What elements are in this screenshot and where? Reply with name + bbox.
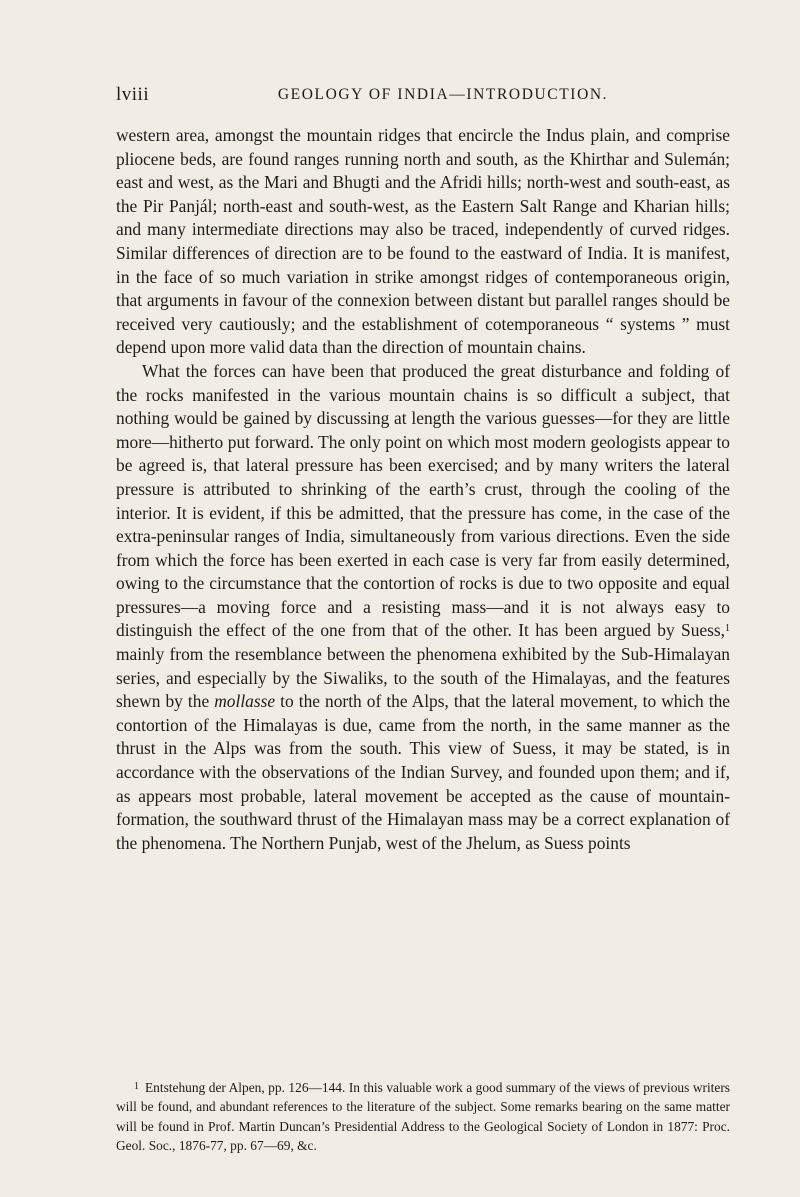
italic-term-mollasse: mollasse xyxy=(214,691,276,712)
running-title: GEOLOGY OF INDIA—INTRODUCTION. xyxy=(277,86,609,103)
footnote-reference: 1 xyxy=(725,623,730,635)
paragraph-forces-part-a: What the forces can have been that produced the great disturbance and folding of the rocks manifested in the various mountain chains is so difficult a subject, that nothing would be gained by discussing at length the various guesses—for they are little more—hitherto put forward. The only point on which most modern geologists appear to be agreed is, that lateral pressure has been exercised; and by many writers the lateral pressure is attributed to shrinking of the earth’s crust, through the cooling of the interior. It is evident, if this be admitted, that the pressure has come, in the case of the extra-peninsular ranges of India, simultaneously from various directions. Even the side from which the force has been exerted in each case is very far from easily determined, owing to the circumstance that the contortion of rocks is due to two opposite and equal pressures—a moving force and a resisting mass—and it is not always easy to distinguish the effect of the one from that of the other. It has been argued by Suess, xyxy=(116,360,730,641)
page-header xyxy=(116,84,730,112)
footnote-text: Entstehung der Alpen, pp. 126—144. In this valuable work a good summary of the views of previous writers will be found, and abundant references to the literature of the subject. Some remarks bearing on the same matter will be found in Prof. Martin Duncan’s Presidential Address to the Geological Society of London in 1877: Proc. Geol. Soc., 1876-77, pp. 67—69, &c. xyxy=(116,1080,730,1154)
footnote-mark: 1 xyxy=(134,1081,139,1092)
paragraph-forces-part-b: mainly from the resemblance between the phenomena exhibited by the Sub-Himalayan series, and especially by the Siwaliks, to the south of the Himalayas, and the features shewn by the xyxy=(116,644,730,712)
page-number: lviii xyxy=(116,84,150,105)
main-text xyxy=(116,124,730,855)
paragraph-forces-part-c: to the north of the Alps, that the lateral movement, to which the contortion of the Himalayas is due, came from the north, in the same manner as the thrust in the Alps was from the south. This view of Suess, it may be stated, is in accordance with the observations of the Indian Survey, and founded upon them; and if, as appears most probable, lateral movement be accepted as the cause of mountain-formation, the southward thrust of the Himalayan mass may be a correct explanation of the phenomena. The Northern Punjab, west of the Jhelum, as Suess points xyxy=(116,691,730,853)
footnote xyxy=(116,1077,730,1156)
footnotes xyxy=(116,1077,730,1156)
paragraph-forces xyxy=(116,360,730,855)
paragraph-continued: western area, amongst the mountain ridges that encircle the Indus plain, and comprise pliocene beds, are found ranges running north and south, as the Khirthar and Sulemán; east and west, as the Mari and Bhugti and the Afridi hills; north-west and south-east, as the Pir Panjál; north-east and south-west, as the Eastern Salt Range and Kharian hills; and many intermediate directions may also be traced, independently of curved ridges. Similar differences of direction are to be found to the eastward of India. It is manifest, in the face of so much variation in strike amongst ridges of contemporaneous origin, that arguments in favour of the connexion between distant but parallel ranges should be received very cautiously; and the establishment of cotemporaneous “ systems ” must depend upon more valid data than the direction of mountain chains. xyxy=(116,125,730,358)
